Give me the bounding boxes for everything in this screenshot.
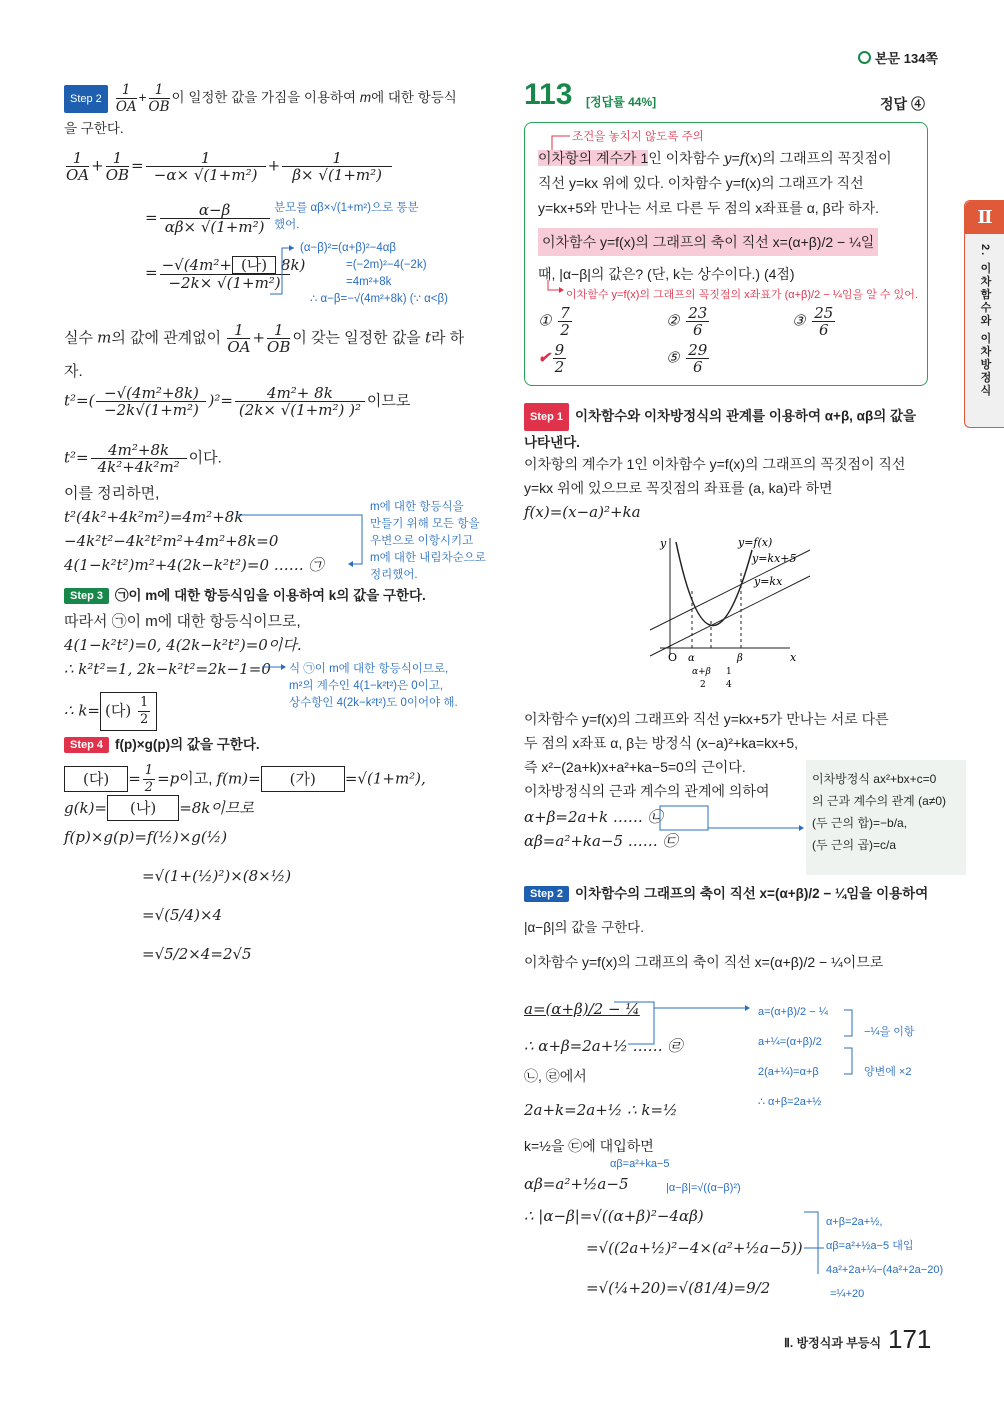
equation-4: t²=( $\frac{\text{−√(4m²+8k)}}{\text{−2k√(1+m²)}}$ )²= $\frac{\text{4m²+ 8k}}{\text{(2k× √(1+m²) )²}}$ 이므로 [64,384,411,419]
question-hint: 이차함수 y=f(x)의 그래프의 꼭짓점의 x좌표가 (α+β)/2 − ¼임을 알 수 있어. [566,289,918,301]
equation-13: g(k)= (나) =8k이므로 [64,795,254,821]
choice-5[interactable]: ⑤ $\frac{29}{6}$ [666,341,708,376]
page-reference: 본문 134쪽 [858,48,938,67]
step3-heading: Step 3 ㉠이 m에 대한 항등식임을 이용하여 k의 값을 구한다. [64,584,426,604]
question-line-2: 직선 y=kx 위에 있다. 이차함수 y=f(x)의 그래프가 직선 [538,175,864,191]
svg-text:x: x [790,651,797,664]
solution-q9: =√((2a+½)²−4×(a²+½a−5)) [586,1239,803,1257]
solution-p4: 이차함수 y=f(x)의 그래프와 직선 y=kx+5가 만나는 서로 다른 [524,711,889,727]
equation-5: t²= $\frac{\text{4m²+8k}}{\text{4k²+4k²m²}}$ 이다. [64,441,222,476]
chapter-tab-label: 2. 이차함수와 이차방정식 [979,244,991,398]
solution-q3: ∴ α+β=2a+½ …… ㉣ [524,1037,683,1055]
step1-badge: Step 1 [524,403,569,431]
svg-text:α+β: α+β [692,667,711,677]
choice-2[interactable]: ② $\frac{23}{6}$ [666,304,708,339]
svg-text:4: 4 [726,680,732,690]
solution-q6: k=½을 ㉢에 대입하면 [524,1138,654,1154]
check-icon: ✔ [538,348,551,367]
svg-text:1: 1 [726,667,732,677]
note-arrow-2 [236,508,368,568]
equation-16: =√(5/4)×4 [142,906,223,924]
solution-q2: a=(α+β)/2 − ¼ [524,1000,640,1018]
step4-heading: Step 4 f(p)×g(p)의 값을 구한다. [64,733,260,753]
svg-text:y=kx: y=kx [754,575,783,588]
note-coefficients: 식 ㉠이 m에 대한 항등식이므로, m²의 계수인 4(1−k²t²)은 0이고, 상수항인 4(2k−k²t²)도 0이어야 해. [289,663,458,709]
svg-text:O: O [668,651,678,664]
derivation-side: −¼을 이항 양변에 ×2 [864,1026,915,1078]
step4-badge: Step 4 [64,737,109,753]
note-arrow-1 [268,244,298,300]
derivation-note-1: a=(α+β)/2 − ¼ a+¼=(α+β)/2 2(a+¼)=α+β ∴ α+β=2a+½ [758,1006,828,1108]
derivation-arrow-1 [614,998,756,1050]
equation-15: =√(1+(½)²)×(8×½) [142,867,292,885]
equation-10: ∴ k²t²=1, 2k−k²t²=2k−1=0 [64,660,271,678]
line-kx [650,576,810,656]
step2r-badge: Step 2 [524,886,569,902]
svg-text:2: 2 [700,680,706,690]
note-arrow-3 [262,660,290,674]
chapter-roman: Ⅱ [965,201,1004,234]
solution-q10: =√(¼+20)=√(81/4)=9/2 [586,1279,771,1297]
equation-11: ∴ k= (다) $\frac{1}{2}$ [64,692,157,731]
solution-p8: α+β=2a+k …… ㉡ [524,808,663,826]
equation-17: =√5/2×4=2√5 [142,945,252,963]
equation-2: = $\frac{\alpha-\beta}{\text{αβ× √(1+m²)}}$ [145,202,272,235]
step2-badge: Step 2 [64,85,108,113]
answer-label: 정답 ④ [880,96,925,112]
note-common-denominator: 분모를 αβ×√(1+m²)으로 통분했어. [274,202,419,231]
solution-q7: αβ=a²+½a−5 [524,1175,629,1193]
paragraph-1-cont: 자. [64,363,83,380]
equation-6: t²(4k²+4k²m²)=4m²+8k [64,508,244,526]
derivation-note-2b: |α−β|=√((α−β)²) [666,1182,741,1194]
derivation-note-2a: αβ=a²+ka−5 [610,1158,670,1170]
note-alpha-beta: (α−β)²=(α+β)²−4αβ =(−2m)²−4(−2k) =4m²+8k ∴ α−β=−√(4m²+8k) (∵ α<β) [300,242,448,305]
step1-heading: Step 1 이차함수와 이차방정식의 관계를 이용하여 α+β, αβ의 값을 나타낸다. [524,403,924,455]
paragraph-1: 실수 m의 값에 관계없이 $\frac{1}{OA}$ + $\frac{1}{OB}$ 이 갖는 일정한 값을 t라 하 [64,321,465,356]
step2-heading-cont: 을 구한다. [64,121,124,136]
left-column [64,82,484,137]
footer-chapter: Ⅱ. 방정식과 부등식 [784,1336,882,1350]
choice-4[interactable]: ✔ $\frac{9}{2}$ [538,341,565,376]
note-identity: m에 대한 항등식을 만들기 위해 모든 항을 우변으로 이항시키고 m에 대한 내림차순으로 정리했어. [370,501,486,581]
solution-q5: 2a+k=2a+½ ∴ k=½ [524,1101,678,1119]
svg-text:α: α [688,653,695,664]
choice-3[interactable]: ③ $\frac{25}{6}$ [792,304,834,339]
solution-p2: y=kx 위에 있으므로 꼭짓점의 좌표를 (a, ka)라 하면 [524,480,833,496]
circle-icon [858,51,871,64]
step2-heading: Step 2 $\frac{1}{OA}$ + $\frac{1}{OB}$ 이 일정한 값을 가짐을 이용하여 m에 대한 항등식 [64,82,484,115]
derivation-arrow-3 [800,1208,828,1278]
svg-text:β: β [737,653,743,664]
equation-1: $\frac{1}{OA}$ + $\frac{1}{OB}$ = $\frac{1}{\text{−α× √(1+m²)}}$ + $\frac{1}{\text{β× √(1+m²)}}$ [64,150,394,183]
solution-q8: ∴ |α−β|=√((α+β)²−4αβ) [524,1207,704,1225]
svg-text:y=kx+5: y=kx+5 [752,552,797,565]
correct-rate: [정답률 44%] [586,95,657,109]
solution-q4: ㉡, ㉣에서 [524,1068,587,1084]
hint-arrow [544,280,566,296]
parabola-graph [640,530,820,695]
solution-p6: 즉 x²−(2a+k)x+a²+ka−5=0의 근이다. [524,759,746,775]
solution-p7: 이차방정식의 근과 계수의 관계에 의하여 [524,783,770,799]
step2r-heading-cont: |α−β|의 값을 구한다. [524,920,644,935]
derivation-brackets [844,1008,864,1078]
solution-q1: 이차함수 y=f(x)의 그래프의 축이 직선 x=(α+β)/2 − ¼이므로 [524,954,884,970]
blank-na: (나) [232,256,276,274]
question-line-4: 이차함수 y=f(x)의 그래프의 축이 직선 x=(α+β)/2 − ¼일 [538,228,878,256]
equation-9: 4(1−k²t²)=0, 4(2k−k²t²)=0이다. [64,636,302,654]
solution-p3: f(x)=(x−a)²+ka [524,503,641,521]
derivation-note-3: α+β=2a+½, αβ=a²+½a−5 대입 4a²+2a+¼−(4a²+2a−20) =¼+20 [826,1216,944,1300]
solution-p9: αβ=a²+ka−5 …… ㉢ [524,832,678,850]
side-info-box: 이차방정식 ax²+bx+c=0 의 근과 계수의 관계 (a≠0) (두 근의 합)=−b/a, (두 근의 곱)=c/a [806,760,966,875]
paragraph-3: 따라서 ㉠이 m에 대한 항등식이므로, [64,613,301,630]
page-number: 171 [888,1324,932,1354]
caution-note: 조건을 놓치지 않도록 주의 [572,131,704,143]
paragraph-2: 이를 정리하면, [64,485,160,502]
choice-1[interactable]: ① $\frac{7}{2}$ [538,304,570,339]
question-line-5: 때, |α−β|의 값은? (단, k는 상수이다.) (4점) [538,266,795,282]
svg-text:y=f(x): y=f(x) [738,536,773,549]
step3-badge: Step 3 [64,588,109,604]
equation-7: −4k²t²−4k²t²m²+4m²+8k=0 [64,532,279,550]
problem-number: 113 [524,78,573,111]
solution-p5: 두 점의 x좌표 α, β는 방정식 (x−a)²+ka=kx+5, [524,735,799,751]
step2r-heading: Step 2 이차함수의 그래프의 축이 직선 x=(α+β)/2 − ¼임을 이용하여 [524,882,928,902]
chapter-tab[interactable] [964,200,1004,428]
question-line-1: 이차항의 계수가 1인 이차함수 y=f(x)의 그래프의 꼭짓점이 [538,150,892,167]
equation-12: (다) = $\frac{1}{2}$ =p이고, f(m)= (가) =√(1+m²), [64,763,426,796]
equation-8: 4(1−k²t²)m²+4(2k−k²t²)=0 …… ㉠ [64,556,324,574]
solution-p1: 이차항의 계수가 1인 이차함수 y=f(x)의 그래프의 꼭짓점이 직선 [524,456,906,472]
parabola-curve [676,542,752,626]
side-box-arrow [658,804,808,844]
question-line-3: y=kx+5와 만나는 서로 다른 두 점의 x좌표를 α, β라 하자. [538,200,879,216]
svg-text:y: y [660,537,667,550]
equation-3: = $\frac{\text{−√(4m²+ (나) 8k)}}{\text{−2k× √(1+m²)}}$ [145,256,306,292]
equation-14: f(p)×g(p)=f(½)×g(½) [64,828,228,846]
